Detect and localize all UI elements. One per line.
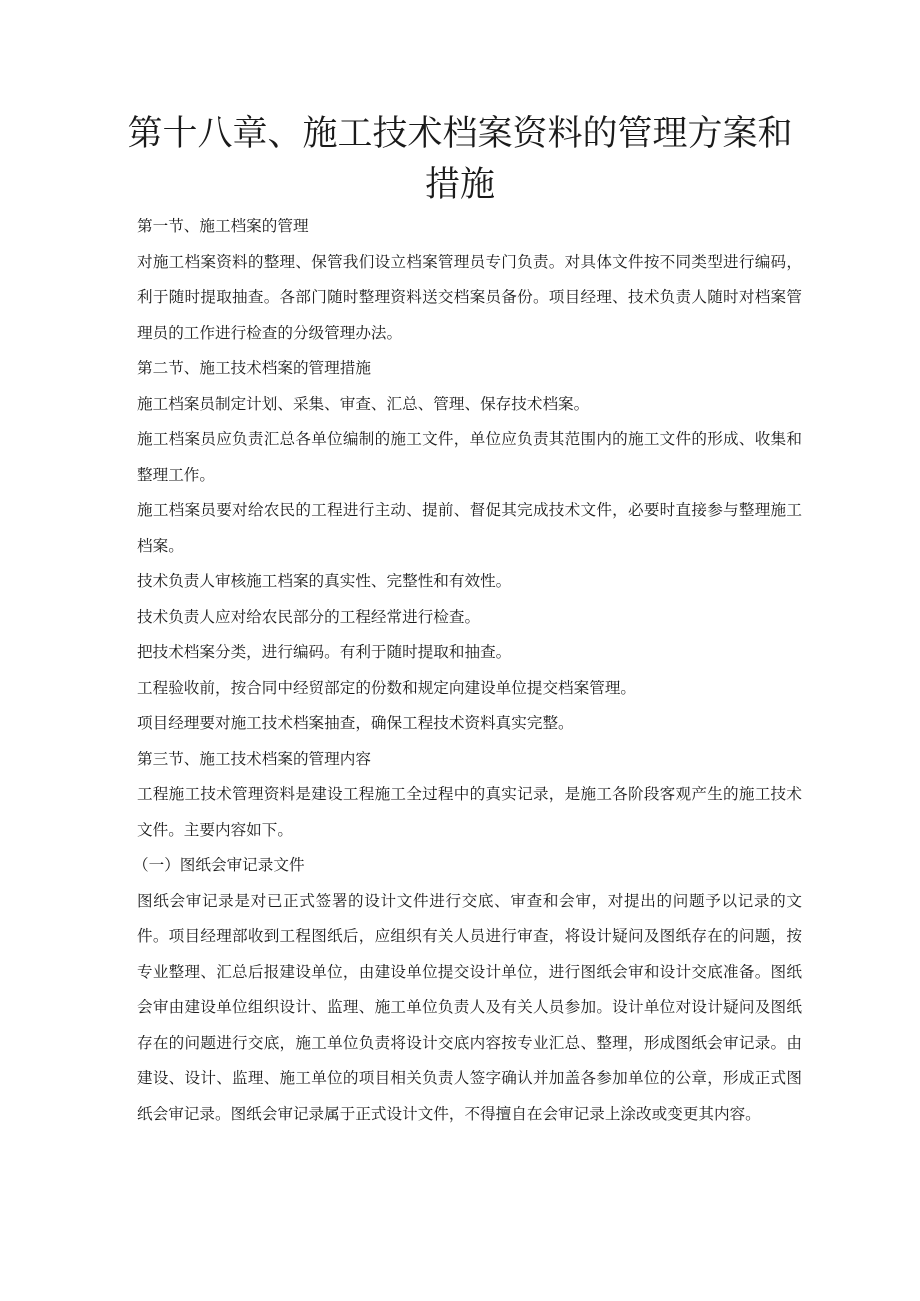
paragraph: 工程验收前，按合同中经贸部定的份数和规定向建设单位提交档案管理。 — [137, 678, 637, 697]
document-body — [133, 209, 802, 1132]
paragraph: 项目经理要对施工技术档案抽查，确保工程技术资料真实完整。 — [137, 714, 574, 732]
section-heading-2: 第二节、施工技术档案的管理措施 — [137, 359, 371, 377]
section-heading-3: 第三节、施工技术档案的管理内容 — [137, 749, 371, 768]
chapter-title-line-2: 措施 — [424, 165, 495, 205]
paragraph: 对施工档案资料的整理、保管我们设立档案管理员专门负责。对具体文件按不同类型进行编码，利于随时提取抽查。各部门随时整理资料送交档案员备份。项目经理、技术负责人随时对档案管理员的工作进行检查的分级管理办法。 — [137, 252, 802, 342]
subsection-heading: （一）图纸会审记录文件 — [133, 856, 305, 874]
paragraph: 技术负责人审核施工档案的真实性、完整性和有效性。 — [137, 572, 512, 590]
section-heading-1: 第一节、施工档案的管理 — [137, 217, 309, 235]
paragraph: 把技术档案分类，进行编码。有利于随时提取和抽查。 — [137, 643, 512, 661]
paragraph: 施工档案员要对给农民的工程进行主动、提前、督促其完成技术文件，必要时直接参与整理施工档案。 — [137, 501, 802, 555]
paragraph: 施工档案员制定计划、采集、审查、汇总、管理、保存技术档案。 — [137, 394, 590, 413]
chapter-title-line-1: 第十八章、施工技术档案资料的管理方案和 — [127, 114, 793, 154]
paragraph: 图纸会审记录是对已正式签署的设计文件进行交底、审查和会审，对提出的问题予以记录的文件。项目经理部收到工程图纸后，应组织有关人员进行审查，将设计疑问及图纸存在的问题，按专业整理、汇总后报建设单位，由建设单位提交设计单位，进行图纸会审和设计交底准备。图纸会审由建设单位组织设计、监理、施工单位负责人及有关人员参加。设计单位对设计疑问及图纸存在的问题进行交底，施工单位负责将设计交底内容按专业汇总、整理，形成图纸会审记录。由建设、设计、监理、施工单位的项目相关负责人签字确认并加盖各参加单位的公章，形成正式图纸会审记录。图纸会审记录属于正式设计文件，不得擅自在会审记录上涂改或变更其内容。 — [137, 891, 802, 1123]
paragraph: 技术负责人应对给农民部分的工程经常进行检查。 — [137, 607, 481, 626]
paragraph: 工程施工技术管理资料是建设工程施工全过程中的真实记录，是施工各阶段客观产生的施工技术文件。主要内容如下。 — [137, 785, 802, 839]
paragraph: 施工档案员应负责汇总各单位编制的施工文件，单位应负责其范围内的施工文件的形成、收集和整理工作。 — [137, 430, 802, 484]
